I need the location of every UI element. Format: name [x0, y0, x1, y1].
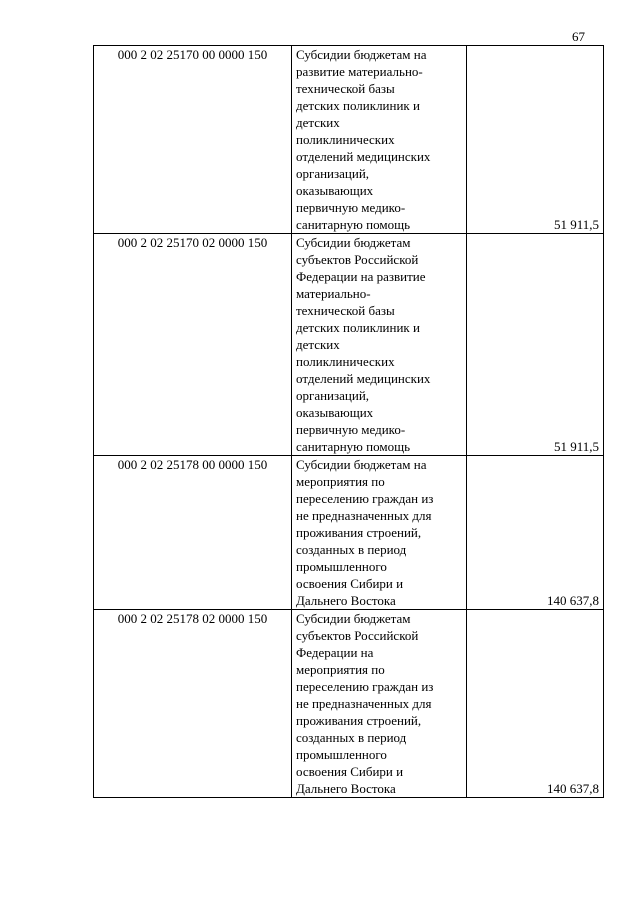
- income-name-line: Федерации на развитие: [296, 269, 426, 284]
- income-name-line: оказывающих: [296, 405, 374, 420]
- income-name-line: промышленного: [296, 747, 387, 762]
- income-name-line: технической базы: [296, 81, 395, 96]
- income-name-line: первичную медико-: [296, 422, 406, 437]
- income-name-cell: [292, 610, 467, 798]
- amount-cell: 140 637,8: [467, 610, 604, 798]
- table-row: [94, 610, 604, 798]
- income-name-cell: [292, 46, 467, 234]
- income-name-line: созданных в период: [296, 730, 407, 745]
- amount-cell: 51 911,5: [467, 234, 604, 456]
- income-code-cell: 000 2 02 25178 00 0000 150: [94, 456, 292, 610]
- income-name-line: санитарную помощь: [296, 217, 411, 232]
- income-code-cell: 000 2 02 25170 00 0000 150: [94, 46, 292, 234]
- income-code-cell: 000 2 02 25178 02 0000 150: [94, 610, 292, 798]
- income-name-line: Дальнего Востока: [296, 593, 396, 608]
- income-name-line: Субсидии бюджетам на: [296, 47, 427, 62]
- income-name-line: организаций,: [296, 388, 370, 403]
- income-name-line: отделений медицинских: [296, 371, 431, 386]
- income-name-line: развитие материально-: [296, 64, 423, 79]
- budget-table-body: [94, 46, 604, 798]
- amount-cell: 140 637,8: [467, 456, 604, 610]
- income-name-line: промышленного: [296, 559, 387, 574]
- income-name-line: освоения Сибири и: [296, 576, 404, 591]
- income-name-line: технической базы: [296, 303, 395, 318]
- income-name-line: мероприятия по: [296, 474, 385, 489]
- amount-cell: 51 911,5: [467, 46, 604, 234]
- income-name-line: Субсидии бюджетам: [296, 611, 411, 626]
- income-name-line: субъектов Российской: [296, 252, 419, 267]
- income-name-line: созданных в период: [296, 542, 407, 557]
- income-name-line: детских: [296, 337, 340, 352]
- income-name-line: Федерации на: [296, 645, 374, 660]
- income-name-line: мероприятия по: [296, 662, 385, 677]
- income-name-line: отделений медицинских: [296, 149, 431, 164]
- income-name-line: переселению граждан из: [296, 679, 434, 694]
- income-name-line: субъектов Российской: [296, 628, 419, 643]
- income-name-line: детских: [296, 115, 340, 130]
- table-row: [94, 456, 604, 610]
- table-row: [94, 46, 604, 234]
- income-code-cell: 000 2 02 25170 02 0000 150: [94, 234, 292, 456]
- income-name-line: материально-: [296, 286, 371, 301]
- income-name-line: Субсидии бюджетам: [296, 235, 411, 250]
- income-name-line: не предназначенных для: [296, 508, 432, 523]
- income-name-cell: [292, 456, 467, 610]
- income-name-line: Дальнего Востока: [296, 781, 396, 796]
- income-name-line: организаций,: [296, 166, 370, 181]
- income-name-line: проживания строений,: [296, 525, 422, 540]
- budget-table: [93, 45, 604, 798]
- income-name-line: первичную медико-: [296, 200, 406, 215]
- income-name-line: проживания строений,: [296, 713, 422, 728]
- income-name-line: поликлинических: [296, 354, 395, 369]
- income-name-line: детских поликлиник и: [296, 320, 420, 335]
- income-name-cell: [292, 234, 467, 456]
- income-name-line: переселению граждан из: [296, 491, 434, 506]
- income-name-line: поликлинических: [296, 132, 395, 147]
- income-name-line: оказывающих: [296, 183, 374, 198]
- page-number: 67: [572, 29, 585, 44]
- income-name-line: санитарную помощь: [296, 439, 411, 454]
- income-name-line: детских поликлиник и: [296, 98, 420, 113]
- income-name-line: освоения Сибири и: [296, 764, 404, 779]
- income-name-line: Субсидии бюджетам на: [296, 457, 427, 472]
- table-row: [94, 234, 604, 456]
- income-name-line: не предназначенных для: [296, 696, 432, 711]
